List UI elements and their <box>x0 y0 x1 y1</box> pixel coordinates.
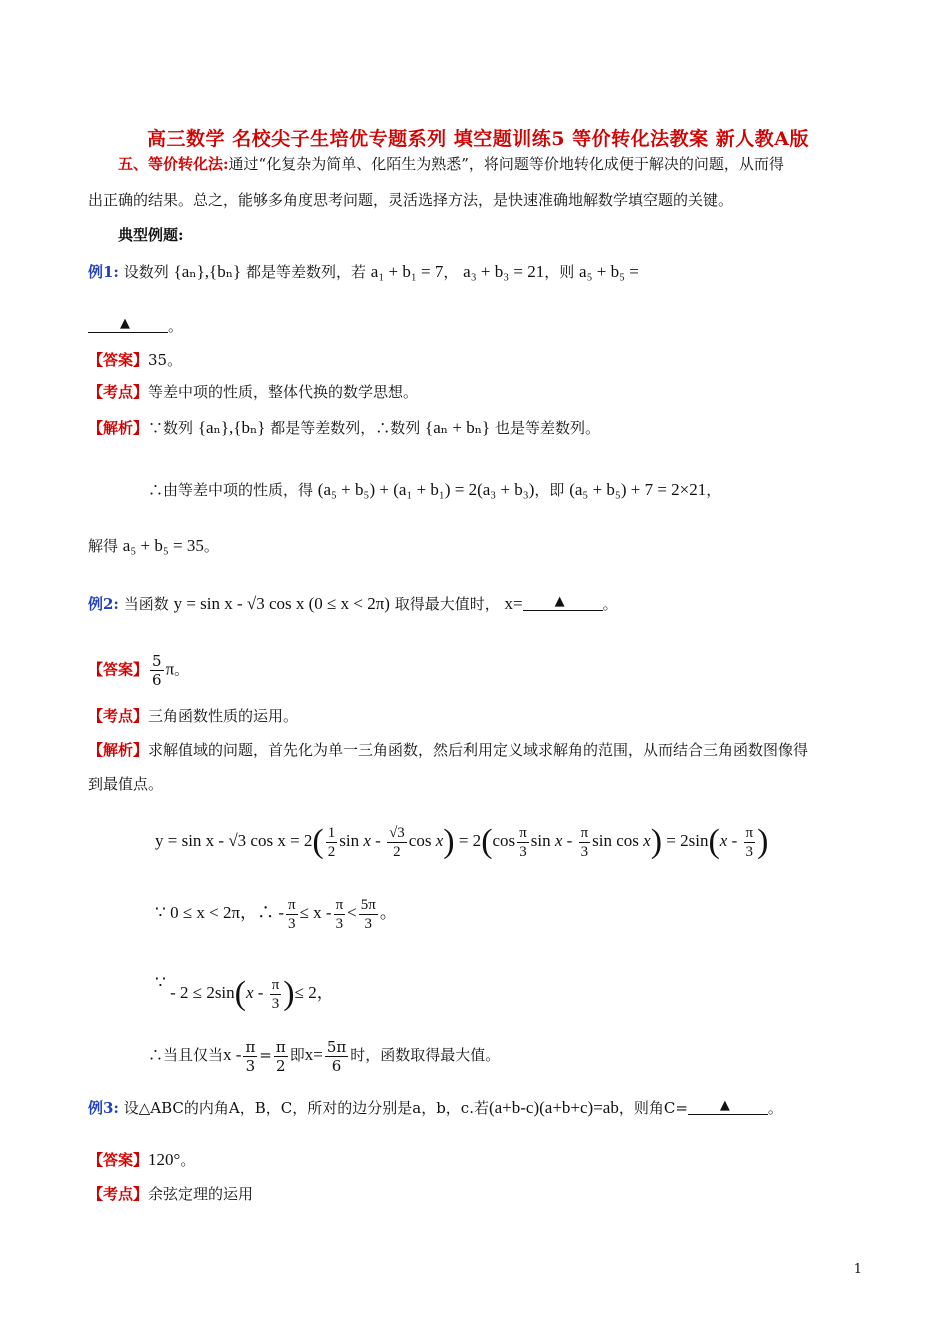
intro-heading: 五、等价转化法: <box>118 155 229 173</box>
example-1-blank-line <box>88 314 183 336</box>
example-2-text-2: 取得最大值时， <box>394 595 500 613</box>
example-1-jiexi-3 <box>88 536 219 556</box>
fraction <box>326 824 338 861</box>
page-number: 1 <box>853 1262 862 1277</box>
example-1-question <box>88 262 639 282</box>
example-1-end: 。 <box>168 317 184 335</box>
answer-label: 【答案】 <box>88 351 149 369</box>
kaodian-label: 【考点】 <box>88 1185 149 1203</box>
example-2-question <box>88 592 618 614</box>
example-3-kaodian <box>88 1184 253 1204</box>
example-1-kaodian <box>88 382 418 402</box>
frac-den: 3 <box>335 915 344 932</box>
answer-blank <box>523 592 603 611</box>
jiexi-text: 也是等差数列。 <box>495 419 601 437</box>
example-2-x: x= <box>504 594 523 613</box>
fraction <box>325 1038 348 1075</box>
frac-num: π <box>245 1037 256 1056</box>
eq-part: 时，函数取得最大值。 <box>350 1046 501 1064</box>
example-2-equation-1: y = sin x - √3 cos x = 2( $\frac{1}{2}$ sin x - $\frac{√3}{2}$ cos x) = 2(cos $\frac{\pi}{3}$ sin x - $\frac{\pi}{3}$ sin cos x) = 2sin(x - $\frac{\pi}{3}$ ) <box>155 823 769 861</box>
example-2-step-2 <box>155 892 397 934</box>
frac-num: π <box>745 824 754 841</box>
fraction <box>517 824 529 861</box>
triangle-mark: ▲ <box>554 594 565 609</box>
frac-den: 3 <box>288 915 296 932</box>
fraction <box>243 1038 257 1075</box>
document-title: 高三数学 名校尖子生培优专题系列 填空题训练5 等价转化法教案 新人教A版 <box>147 128 809 150</box>
example-1-condition-1: a₁ + b₁ = 7 <box>370 262 444 281</box>
eq-part: 即 <box>289 1046 305 1064</box>
paren: ) <box>650 823 663 861</box>
eq-part: ∵ <box>155 973 166 992</box>
jiexi-math: (a₅ + b₅) + (a₁ + b₁) = 2(a₃ + b₃) <box>317 480 535 499</box>
eq-part: y = sin x - √3 cos x = 2 <box>155 831 313 850</box>
jiexi-math: {aₙ + bₙ} <box>425 418 491 437</box>
jiexi-text: 都是等差数列，∴数列 <box>270 419 421 437</box>
eq-part: ， <box>316 983 334 1002</box>
frac-den: 6 <box>331 1056 342 1075</box>
frac-num: π <box>275 1037 286 1056</box>
eq-part: ，∴ - <box>240 903 284 922</box>
paren: ( <box>481 823 493 861</box>
examples-heading: 典型例题: <box>118 226 184 244</box>
answer-blank <box>688 1096 768 1115</box>
intro-line-1 <box>118 154 784 174</box>
eq-part: 。 <box>379 903 397 922</box>
eq-part: < <box>347 903 357 922</box>
fraction <box>334 896 346 933</box>
frac-num: 1 <box>327 824 336 841</box>
example-2-step-4: ∴当且仅当x - $\frac{\pi}{3}$ = $\frac{\pi}{2}$ 即x= $\frac{5\pi}{6}$ 时，函数取得最大值。 <box>148 1037 501 1075</box>
intro-text-1: 通过“化复杂为简单、化陌生为熟悉”，将问题等价地转化成便于解决的问题，从而得 <box>228 155 784 173</box>
paren: ) <box>443 823 455 861</box>
jiexi-text: 求解值域的问题，首先化为单一三角函数，然后利用定义域求解角的范围，从而结合三角函数图像得 <box>148 741 809 759</box>
example-1-answer <box>88 350 182 370</box>
jiexi-label: 【解析】 <box>88 741 149 759</box>
triangle-mark: ▲ <box>719 1098 730 1113</box>
example-3-condition: (a+b-c)(a+b+c)=ab <box>488 1098 619 1117</box>
pi-symbol: π <box>165 659 175 679</box>
jiexi-text: ∴由等差中项的性质，得 <box>148 481 314 499</box>
frac-num: 5π <box>360 896 376 913</box>
example-3-answer <box>88 1150 195 1170</box>
example-1-text-2: 都是等差数列，若 <box>246 263 367 281</box>
fraction <box>744 824 756 861</box>
frac-den: 3 <box>271 995 280 1012</box>
answer-end: 。 <box>174 660 190 679</box>
frac-num: π <box>335 896 344 913</box>
kaodian-text: 三角函数性质的运用。 <box>148 707 299 725</box>
eq-part: ≤ x - <box>299 903 332 922</box>
fraction <box>286 896 298 933</box>
example-1-jiexi-1 <box>88 418 600 438</box>
jiexi-text: ，即 <box>534 481 565 499</box>
answer-label: 【答案】 <box>88 660 149 679</box>
frac-den: 3 <box>364 915 373 932</box>
fraction <box>274 1038 288 1075</box>
paren: ) <box>757 823 769 861</box>
frac-den: 3 <box>580 843 589 860</box>
example-1-condition-2: a₃ + b₃ = 21 <box>463 262 545 281</box>
frac-den: 2 <box>393 843 401 860</box>
example-1-comma: ， <box>443 263 459 281</box>
fraction <box>150 652 164 689</box>
example-1-jiexi-2 <box>148 480 721 500</box>
example-2-label: 例2: <box>88 595 119 613</box>
kaodian-label: 【考点】 <box>88 707 149 725</box>
answer-label: 【答案】 <box>88 1151 149 1169</box>
example-1-text: 设数列 <box>123 263 169 281</box>
example-1-label: 例1: <box>88 263 119 281</box>
frac-num: 5π <box>326 1037 347 1056</box>
example-1-sequences: {aₙ},{bₙ} <box>173 262 242 281</box>
answer-end: 。 <box>180 1151 196 1169</box>
example-3-text-2: ，则角C= <box>618 1099 688 1117</box>
eq-part: ∵ 0 ≤ x < 2π <box>155 903 241 922</box>
answer-value: 35。 <box>148 351 183 369</box>
answer-blank <box>88 314 168 333</box>
frac-den: 6 <box>152 671 162 689</box>
example-3-text: 设△ABC的内角A，B，C，所对的边分别是a，b，c.若 <box>123 1099 489 1117</box>
example-2-jiexi-1 <box>88 740 808 760</box>
paren: ( <box>234 975 246 1013</box>
kaodian-label: 【考点】 <box>88 383 149 401</box>
paren: ) <box>283 975 295 1013</box>
eq-part: - 2 ≤ 2sin <box>170 983 235 1002</box>
frac-den: 3 <box>745 843 754 860</box>
eq-part: x= <box>304 1045 323 1064</box>
fraction <box>270 976 282 1013</box>
triangle-mark: ▲ <box>120 316 130 331</box>
frac-num: π <box>271 976 280 993</box>
eq-part: x - <box>223 1045 242 1064</box>
frac-num: π <box>519 824 527 841</box>
answer-value: 120° <box>148 1150 181 1169</box>
eq-part: ∴当且仅当 <box>148 1046 224 1064</box>
fraction <box>387 824 407 861</box>
frac-den: 2 <box>327 843 336 860</box>
example-2-function: y = sin x - √3 cos x (0 ≤ x < 2π) <box>173 594 390 613</box>
example-3-question <box>88 1096 783 1118</box>
jiexi-text: 解得 <box>88 537 119 555</box>
jiexi-math: a₅ + b₅ = 35 <box>122 536 204 555</box>
fraction <box>579 824 591 861</box>
example-1-text-3: ，则 <box>544 263 575 281</box>
jiexi-text: 。 <box>203 537 219 555</box>
kaodian-text: 等差中项的性质，整体代换的数学思想。 <box>148 383 419 401</box>
example-2-end: 。 <box>602 595 618 613</box>
frac-den: 2 <box>276 1056 286 1075</box>
frac-num: π <box>580 824 589 841</box>
frac-num: π <box>288 896 296 913</box>
kaodian-text: 余弦定理的运用 <box>148 1185 254 1203</box>
example-3-label: 例3: <box>88 1099 119 1117</box>
example-1-target: a₅ + b₅ = <box>579 262 639 281</box>
example-3-end: 。 <box>767 1099 783 1117</box>
jiexi-text: ， <box>706 481 722 499</box>
example-2-kaodian <box>88 706 298 726</box>
example-2-jiexi-2: 到最值点。 <box>88 775 164 793</box>
jiexi-text: ∵数列 <box>148 419 194 437</box>
paren: ( <box>312 823 324 861</box>
frac-num: 5 <box>152 652 162 670</box>
jiexi-label: 【解析】 <box>88 419 149 437</box>
jiexi-math: (a₅ + b₅) + 7 = 2×21 <box>569 480 707 499</box>
fraction <box>359 896 378 933</box>
example-2-answer <box>88 652 189 689</box>
paren: ( <box>708 823 720 861</box>
example-2-text: 当函数 <box>123 595 169 613</box>
frac-den: 3 <box>519 843 527 860</box>
frac-num: √3 <box>389 824 405 841</box>
jiexi-math: {aₙ},{bₙ} <box>197 418 266 437</box>
example-2-step-3: ∵ - 2 ≤ 2sin(x - $\frac{\pi}{3}$ )≤ 2， <box>155 973 334 1013</box>
eq-part: ≤ 2 <box>294 983 317 1002</box>
frac-den: 3 <box>245 1056 256 1075</box>
intro-line-2: 出正确的结果。总之，能够多角度思考问题，灵活选择方法，是快速准确地解数学填空题的关键。 <box>88 191 734 209</box>
